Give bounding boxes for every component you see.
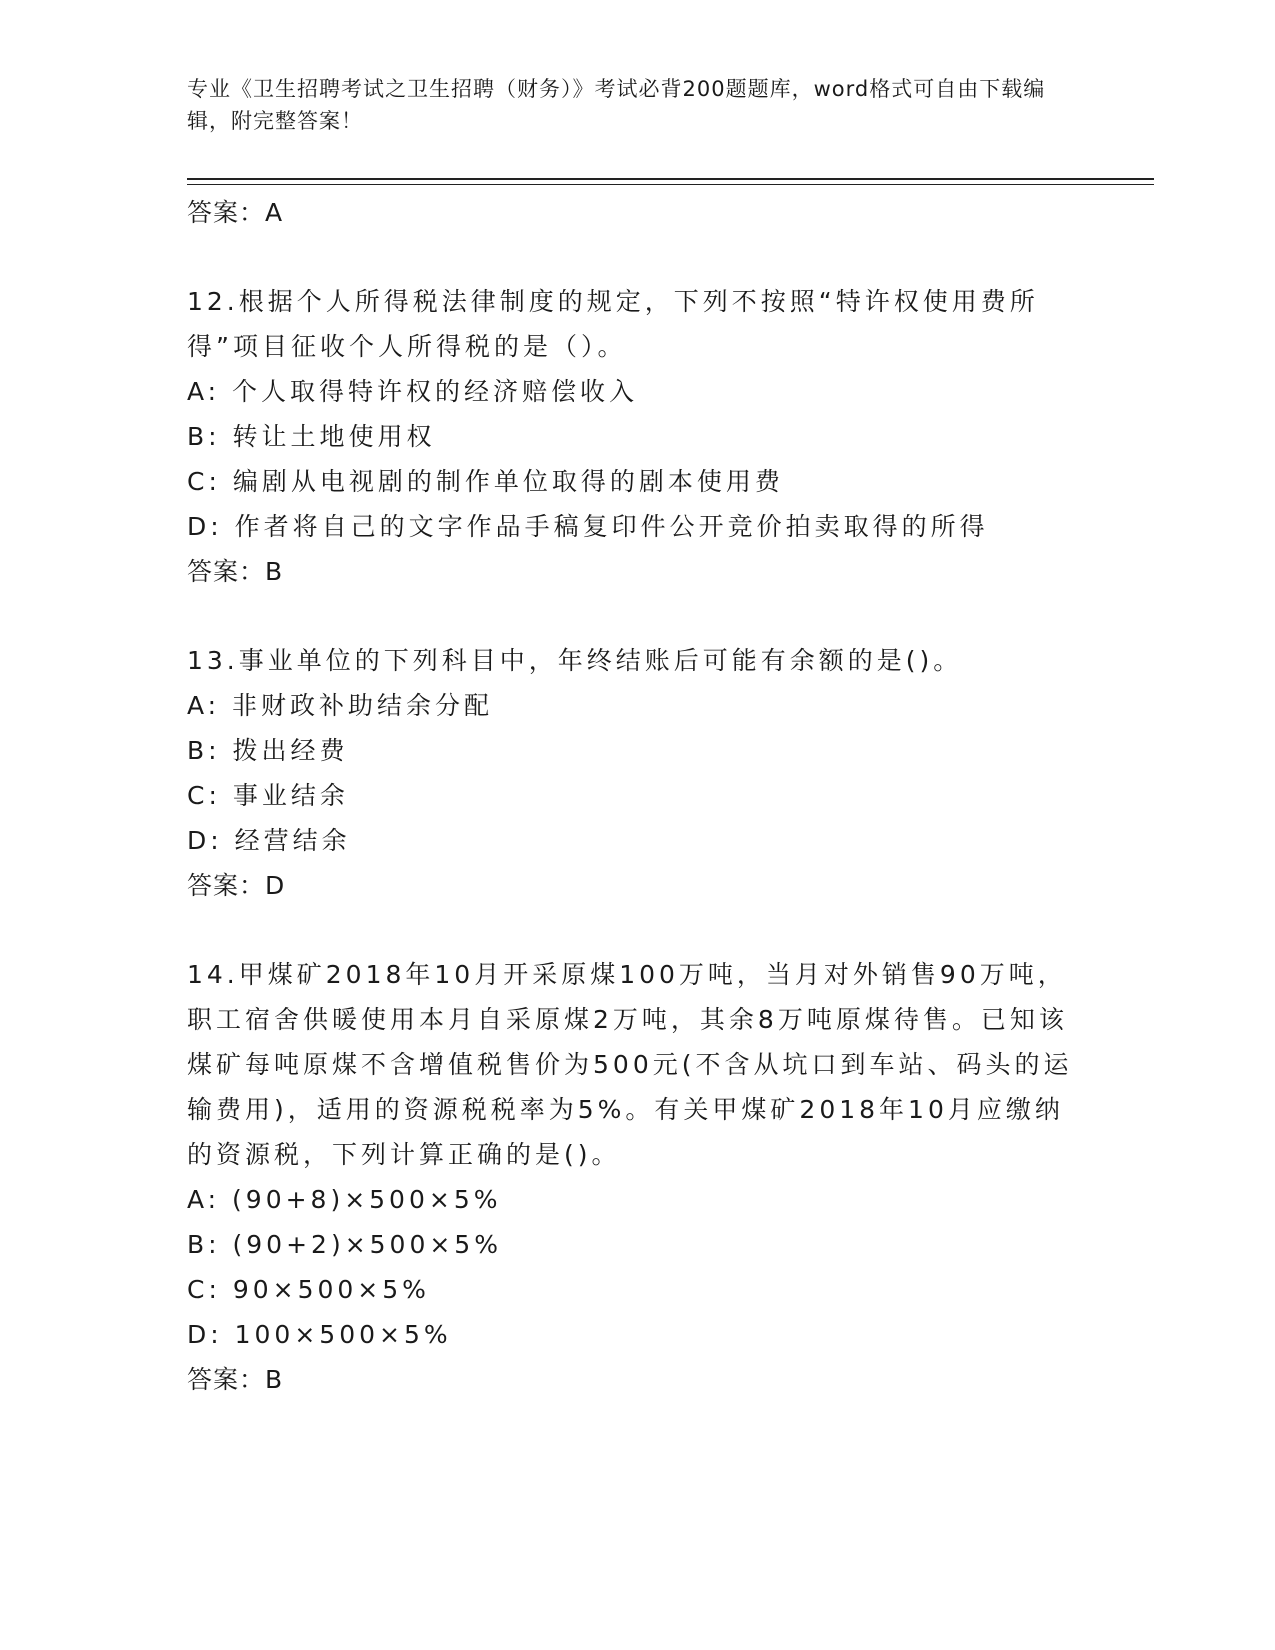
- option-b: B: 拨出经费: [187, 736, 349, 765]
- document-header: 专业《卫生招聘考试之卫生招聘（财务）》考试必背200题题库，word格式可自由下载编辑，附完整答案！: [187, 77, 1046, 133]
- option-b: B: 转让土地使用权: [187, 422, 436, 451]
- option-d: D: 作者将自己的文字作品手稿复印件公开竞价拍卖取得的所得: [187, 512, 989, 541]
- question-list: [187, 190, 1087, 1402]
- answer-line: 答案：B: [187, 1365, 284, 1394]
- option-c: C: 编剧从电视剧的制作单位取得的剧本使用费: [187, 467, 784, 496]
- option-a: A: 非财政补助结余分配: [187, 691, 494, 720]
- question-text: 13.事业单位的下列科目中，年终结账后可能有余额的是()。: [187, 646, 963, 675]
- option-c: C: 90×500×5%: [187, 1275, 430, 1304]
- option-a: A: 个人取得特许权的经济赔偿收入: [187, 377, 639, 406]
- header-rule-thin: [187, 184, 1154, 185]
- option-d: D: 经营结余: [187, 826, 351, 855]
- header-rule-thick: [187, 178, 1154, 180]
- answer-line: 答案：D: [187, 871, 286, 900]
- question-item: [187, 279, 1087, 594]
- answer-line: 答案：B: [187, 557, 284, 586]
- question-text: 12.根据个人所得税法律制度的规定，下列不按照“特许权使用费所得”项目征收个人所得税的是（）。: [187, 287, 1039, 361]
- question-item: [187, 638, 1087, 908]
- option-c: C: 事业结余: [187, 781, 349, 810]
- option-d: D: 100×500×5%: [187, 1320, 452, 1349]
- answer-line: 答案：A: [187, 198, 284, 227]
- question-item: [187, 952, 1087, 1402]
- question-text: 14.甲煤矿2018年10月开采原煤100万吨，当月对外销售90万吨，职工宿舍供暖使用本月自采原煤2万吨，其余8万吨原煤待售。已知该煤矿每吨原煤不含增值税售价为500元(不含从坑口到车站、码头的运输费用)，适用的资源税税率为5%。有关甲煤矿2018年10月应缴纳的资源税，下列计算正确的是()。: [187, 960, 1073, 1169]
- option-a: A: (90+8)×500×5%: [187, 1185, 502, 1214]
- option-b: B: (90+2)×500×5%: [187, 1230, 502, 1259]
